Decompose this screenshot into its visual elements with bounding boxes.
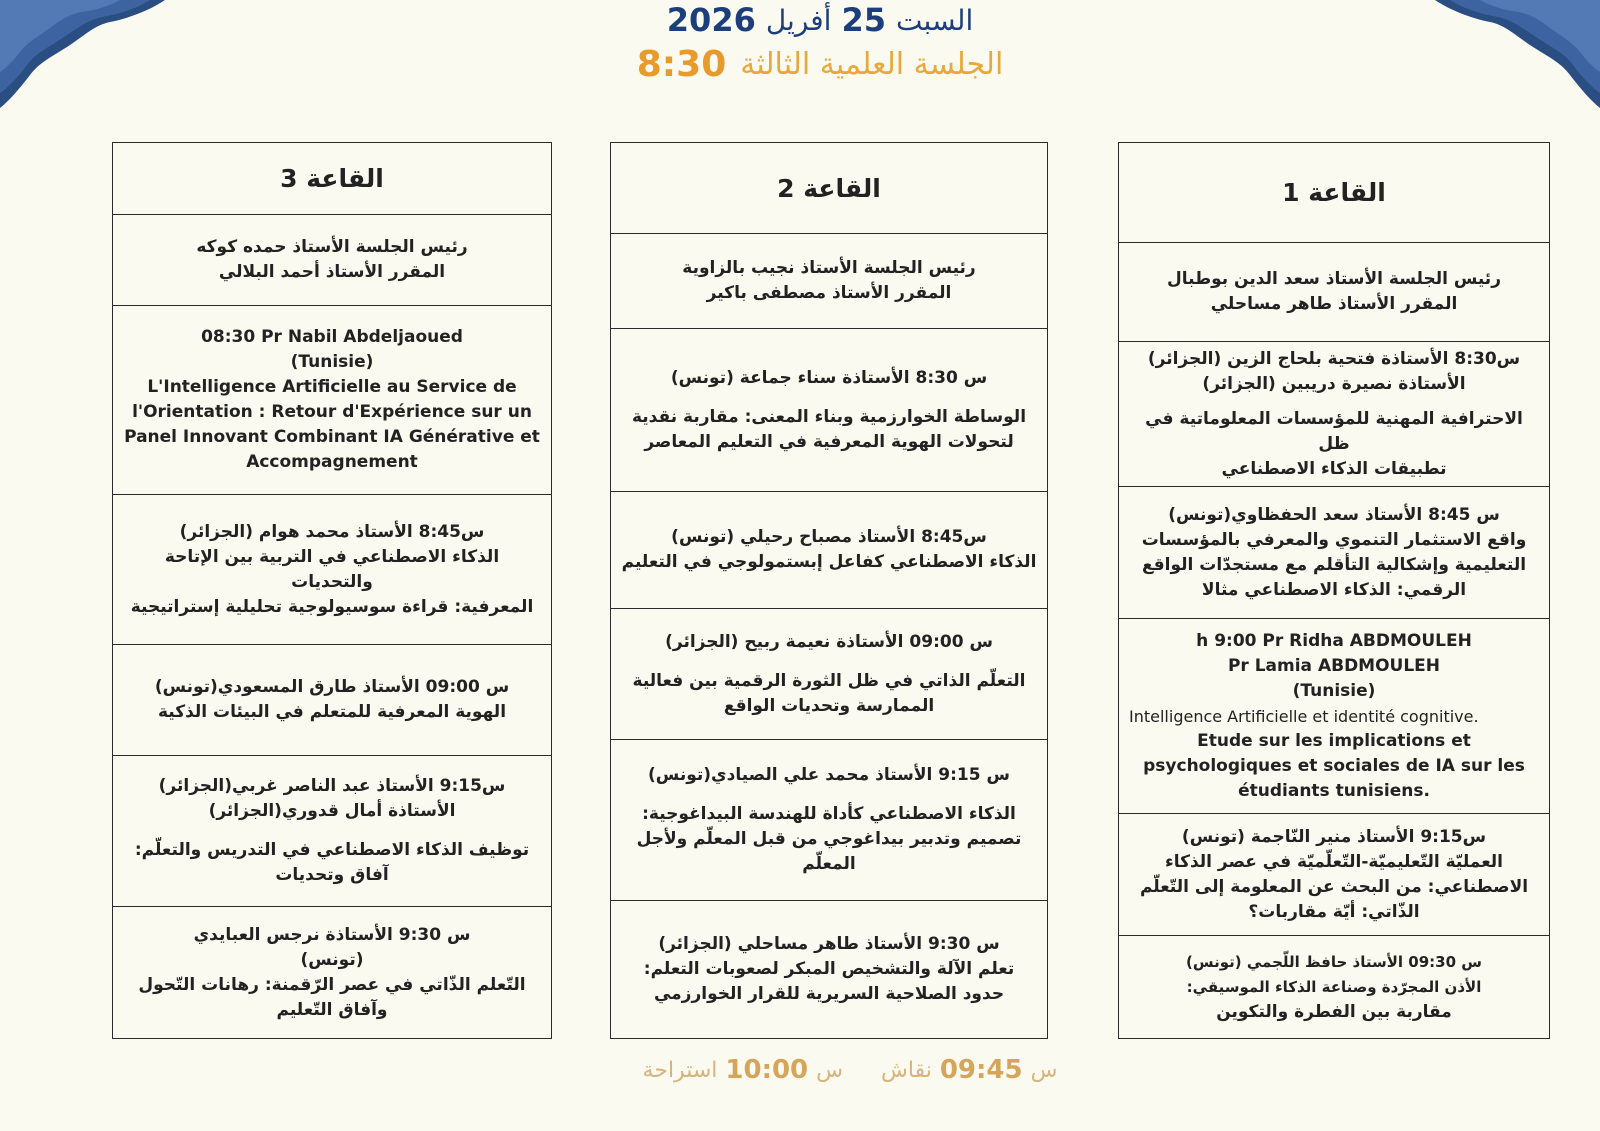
ornament-corner-left-icon (0, 0, 170, 110)
footer-break-prefix: س (816, 1057, 844, 1083)
room-3-rapporteur: المقرر الأستاذ أحمد البلالي (218, 262, 446, 282)
room-3-chairs (113, 214, 551, 305)
header-year: 2026 (666, 1, 756, 39)
room-1-column (1118, 142, 1550, 1039)
header-day-number: 25 (841, 1, 886, 39)
footer-break-time: 10:00 (725, 1055, 809, 1085)
footer-discussion-time: 09:45 (939, 1055, 1023, 1085)
room-2-chair: رئيس الجلسة الأستاذ نجيب بالزاوية (682, 258, 976, 278)
room-2-talk-1: س 8:30 الأستاذة سناء جماعة (تونس) الوساطة الخوارزمية وبناء المعنى: مقاربة نقدية لتحولات الهوية المعرفية في التعليم المعاصر (611, 328, 1047, 491)
room-2-talk-4: س 9:15 الأستاذ محمد علي الصيادي(تونس) الذكاء الاصطناعي كأداة للهندسة البيداغوجية: تصميم وتدبير بيداغوجي من قبل المعلّم ولأجل المعلّم (611, 739, 1047, 900)
room-2-talk-3: س 09:00 الأستاذة نعيمة ربيح (الجزائر) التعلّم الذاتي في ظل الثورة الرقمية بين فعالية الممارسة وتحديات الواقع (611, 608, 1047, 739)
room-2-rapporteur: المقرر الأستاذ مصطفى باكير (706, 283, 952, 303)
room-2-talk-2: س8:45 الأستاذ مصباح رحيلي (تونس) الذكاء الاصطناعي كفاعل إبستمولوجي في التعليم (611, 491, 1047, 608)
room-1-talk-4: س9:15 الأستاذ منير النّاجمة (تونس) العمليّة التّعليميّة-التّعلّميّة في عصر الذكاء الاصطناعي: من البحث عن المعلومة إلى التّعلّم الذّاتي: أيّة مقاربات؟ (1119, 813, 1549, 935)
room-1-title: القاعة 1 (1282, 178, 1386, 207)
footer-discussion-prefix: س (1030, 1057, 1058, 1083)
header-session-title: الجلسة العلمية الثالثة (740, 46, 1004, 82)
room-2-talk-5: س 9:30 الأستاذ طاهر مساحلي (الجزائر) تعلم الآلة والتشخيص المبكر لصعوبات التعلم: حدود الصلاحية السريرية للقرار الخوارزمي (611, 900, 1047, 1038)
room-1-talk-2: س 8:45 الأستاذ سعد الحفظاوي(تونس) واقع الاستثمار التنموي والمعرفي بالمؤسسات التعليمية وإشكالية التأقلم مع مستجدّات الواقع الرقمي: الذكاء الاصطناعي مثالا (1119, 486, 1549, 618)
header-month: أفريل (765, 3, 832, 37)
footer-discussion-label: نقاش (881, 1057, 932, 1083)
footer-schedule (630, 1048, 1070, 1092)
header-session (600, 40, 1040, 88)
room-1-talk-1: س8:30 الأستاذة فتحية بلحاج الزين (الجزائر) الأستاذة نصيرة دريبين (الجزائر) الاحترافية المهنية للمؤسسات المعلوماتية في ظل تطبيقات الذكاء الاصطناعي (1119, 341, 1549, 486)
room-2-title: القاعة 2 (777, 173, 881, 203)
room-3-talk-1: 08:30 Pr Nabil Abdeljaoued (Tunisie) L'Intelligence Artificielle au Service de l'Orientation : Retour d'Expérience sur un Panel Innovant Combinant IA Générative et Accompagnement (113, 305, 551, 494)
room-1-talk-3: h 9:00 Pr Ridha ABDMOULEH Pr Lamia ABDMOULEH (Tunisie) Intelligence Artificielle et identité cognitive. Etude sur les implications et psychologiques et sociales de IA sur les étudiants tunisiens. (1119, 618, 1549, 813)
header-date (660, 0, 980, 40)
room-3-column (112, 142, 552, 1039)
room-2-column (610, 142, 1048, 1039)
room-1-chair: رئيس الجلسة الأستاذ سعد الدين بوطبال (1167, 269, 1501, 289)
footer-break-label: استراحة (642, 1057, 718, 1083)
room-1-chairs (1119, 242, 1549, 341)
header-day: السبت (896, 3, 974, 37)
room-3-title: القاعة 3 (280, 164, 384, 193)
room-1-rapporteur: المقرر الأستاذ طاهر مساحلي (1210, 294, 1458, 314)
room-3-talk-2: س8:45 الأستاذ محمد هوام (الجزائر) الذكاء الاصطناعي في التربية بين الإتاحة والتحديات المعرفية: قراءة سوسيولوجية تحليلية إستراتيجية (113, 494, 551, 644)
room-3-talk-3: س 09:00 الأستاذ طارق المسعودي(تونس) الهوية المعرفية للمتعلم في البيئات الذكية (113, 644, 551, 755)
room-3-talk-4: س9:15 الأستاذ عبد الناصر غربي(الجزائر) الأستاذة أمال قدوري(الجزائر) توظيف الذكاء الاصطناعي في التدريس والتعلّم: آفاق وتحديات (113, 755, 551, 906)
room-2-chairs (611, 233, 1047, 328)
room-3-talk-5: س 9:30 الأستاذة نرجس العبايدي (تونس) التّعلم الذّاتي في عصر الرّقمنة: رهانات التّحول وآفاق التّعليم (113, 906, 551, 1038)
room-3-chair: رئيس الجلسة الأستاذ حمده كوكه (196, 237, 468, 257)
ornament-corner-right-icon (1430, 0, 1600, 110)
header-session-time: 8:30 (636, 43, 727, 85)
room-1-talk-5: س 09:30 الأستاذ حافظ اللّجمي (تونس) الأذن المجرّدة وصناعة الذكاء الموسيقي: مقاربة بين الفطرة والتكوين (1119, 935, 1549, 1038)
